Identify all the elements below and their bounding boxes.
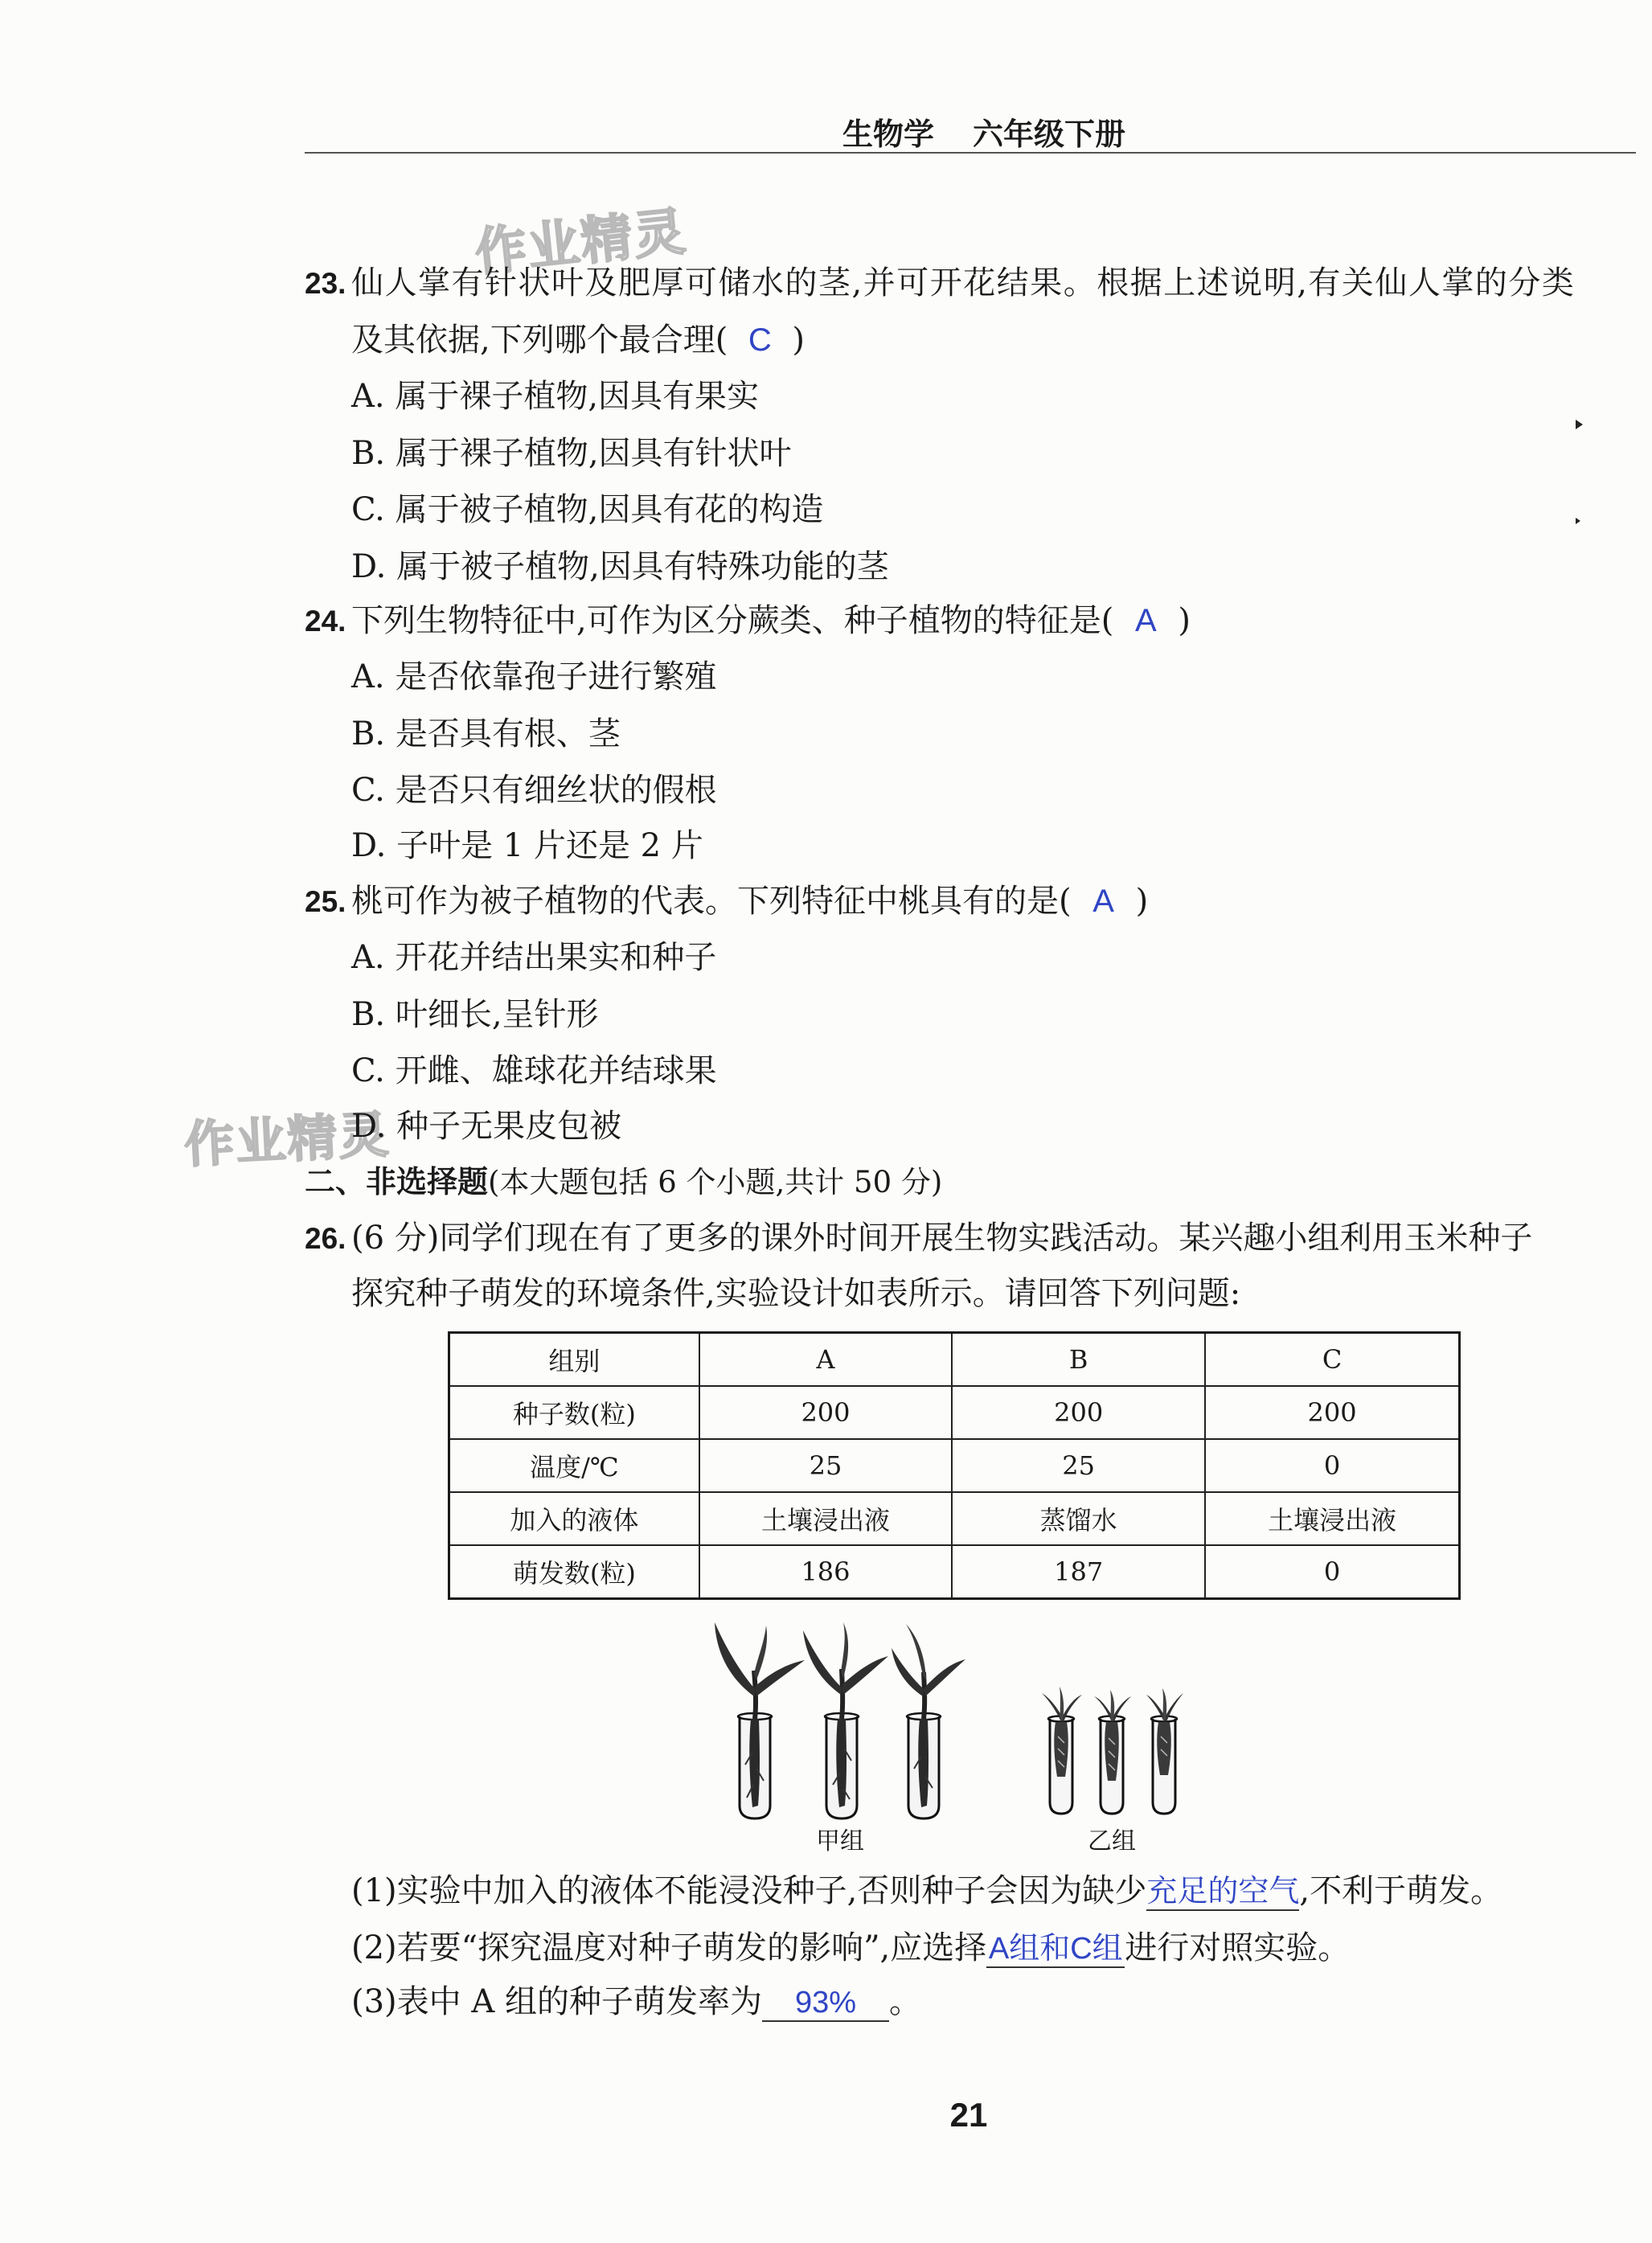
subquestion-text: ,不利于萌发。 (1299, 1872, 1503, 1909)
table-row (449, 1492, 1460, 1545)
table-cell: 200 (699, 1386, 952, 1439)
table-header-cell: A (699, 1333, 952, 1387)
section-note: (本大题包括 6 个小题,共计 50 分) (488, 1165, 943, 1199)
group-yi-tubes (1042, 1687, 1183, 1814)
option-a: A. 是否依靠孢子进行繁殖 (351, 658, 717, 695)
test-tube-seedling (715, 1622, 805, 1819)
option-c: C. 开雌、雄球花并结球果 (351, 1052, 717, 1089)
answer-blank: A组和C组 (986, 1931, 1125, 1968)
section-title: 二、非选择题 (305, 1164, 489, 1199)
scan-mark (1576, 518, 1580, 524)
question-stem-text: 及其依据,下列哪个最合理( (351, 322, 728, 359)
table-cell: 萌发数(粒) (449, 1545, 699, 1599)
watermark-logo: 作业精灵 (182, 1105, 392, 1175)
question-stem-text: 桃可作为被子植物的代表。下列特征中桃具有的是( (351, 883, 1072, 920)
table-cell: 0 (1205, 1545, 1459, 1599)
table-cell: 25 (699, 1439, 952, 1492)
test-tube-sprout (1094, 1690, 1131, 1814)
question-26-stem (305, 1218, 1532, 1258)
answer-blank: 93% (762, 1985, 889, 2022)
figure-label-jia: 甲组 (816, 1827, 864, 1855)
table-row (449, 1545, 1460, 1599)
table-cell: 土壤浸出液 (699, 1492, 952, 1545)
option-d: D. 种子无果皮包被 (351, 1108, 622, 1145)
group-jia-tubes (715, 1622, 965, 1819)
subquestion-text: (1)实验中加入的液体不能浸没种子,否则种子会因为缺少 (351, 1872, 1147, 1909)
seedling-figure (691, 1616, 1238, 1827)
experiment-table (448, 1331, 1461, 1600)
paren-close: ) (792, 322, 805, 359)
header-rule (305, 152, 1636, 154)
question-number: 23. (305, 267, 346, 300)
question-stem-text: 仙人掌有针状叶及肥厚可储水的茎,并可开花结果。根据上述说明,有关仙人掌的分类 (351, 264, 1576, 301)
answer-choice: C (748, 322, 772, 358)
table-cell: 蒸馏水 (952, 1492, 1205, 1545)
table-cell: 25 (952, 1439, 1205, 1492)
answer-blank: 充足的空气 (1146, 1874, 1299, 1911)
question-stem-text: 下列生物特征中,可作为区分蕨类、种子植物的特征是( (351, 602, 1114, 639)
question-23-stem-cont (351, 320, 805, 360)
table-header-cell: 组别 (449, 1333, 699, 1387)
table-cell: 温度/℃ (449, 1439, 699, 1492)
test-tube-sprout (1146, 1688, 1183, 1814)
option-a: A. 开花并结出果实和种子 (351, 939, 717, 976)
question-24-stem (305, 601, 1191, 641)
paren-close: ) (1178, 602, 1191, 639)
figure-label-yi: 乙组 (1088, 1827, 1136, 1855)
question-number: 26. (305, 1222, 346, 1255)
scan-mark (1576, 420, 1583, 429)
option-c: C. 属于被子植物,因具有花的构造 (351, 491, 824, 528)
option-d: D. 子叶是 1 片还是 2 片 (351, 827, 703, 864)
question-25-stem (305, 881, 1148, 921)
subquestion-2 (351, 1928, 1350, 1968)
table-header-cell: B (952, 1333, 1205, 1387)
question-number: 24. (305, 605, 346, 638)
table-cell: 土壤浸出液 (1205, 1492, 1459, 1545)
table-cell: 200 (952, 1386, 1205, 1439)
table-cell: 186 (699, 1545, 952, 1599)
test-tube-seedling (892, 1624, 965, 1819)
answer-choice: A (1092, 884, 1114, 919)
header-grade: 六年级下册 (973, 117, 1126, 152)
question-23-stem (305, 263, 1575, 303)
subquestion-text: 。 (888, 1983, 921, 2020)
option-b: B. 叶细长,呈针形 (351, 996, 599, 1033)
answer-choice: A (1134, 603, 1157, 638)
watermark-logo: 作业精灵 (472, 202, 690, 284)
table-cell: 0 (1205, 1439, 1459, 1492)
question-26-stem-cont: 探究种子萌发的环境条件,实验设计如表所示。请回答下列问题: (351, 1275, 1241, 1312)
table-header-row (449, 1333, 1460, 1387)
table-row (449, 1386, 1460, 1439)
option-b: B. 是否具有根、茎 (351, 716, 621, 752)
question-stem-text: (6 分)同学们现在有了更多的课外时间开展生物实践活动。某兴趣小组利用玉米种子 (351, 1220, 1533, 1257)
table-cell: 187 (952, 1545, 1205, 1599)
page-number: 21 (949, 2096, 988, 2134)
table-cell: 种子数(粒) (449, 1386, 699, 1439)
option-d: D. 属于被子植物,因具有特殊功能的茎 (351, 548, 889, 585)
option-b: B. 属于裸子植物,因具有针状叶 (351, 435, 792, 472)
test-tube-sprout (1042, 1687, 1082, 1814)
subquestion-3 (351, 1982, 921, 2022)
option-a: A. 属于裸子植物,因具有果实 (351, 378, 760, 415)
subquestion-text: (2)若要“探究温度对种子萌发的影响”,应选择 (351, 1929, 987, 1966)
table-cell: 加入的液体 (449, 1492, 699, 1545)
question-number: 25. (305, 885, 346, 918)
option-c: C. 是否只有细丝状的假根 (351, 772, 717, 809)
table-header-cell: C (1205, 1333, 1459, 1387)
subquestion-text: (3)表中 A 组的种子萌发率为 (351, 1983, 762, 2020)
paren-close: ) (1135, 883, 1149, 920)
test-tube-seedling (803, 1622, 888, 1819)
table-row (449, 1439, 1460, 1492)
section-heading (305, 1162, 942, 1202)
subquestion-1 (351, 1871, 1502, 1911)
header-subject: 生物学 (842, 117, 935, 152)
table-cell: 200 (1205, 1386, 1459, 1439)
subquestion-text: 进行对照实验。 (1125, 1929, 1351, 1966)
